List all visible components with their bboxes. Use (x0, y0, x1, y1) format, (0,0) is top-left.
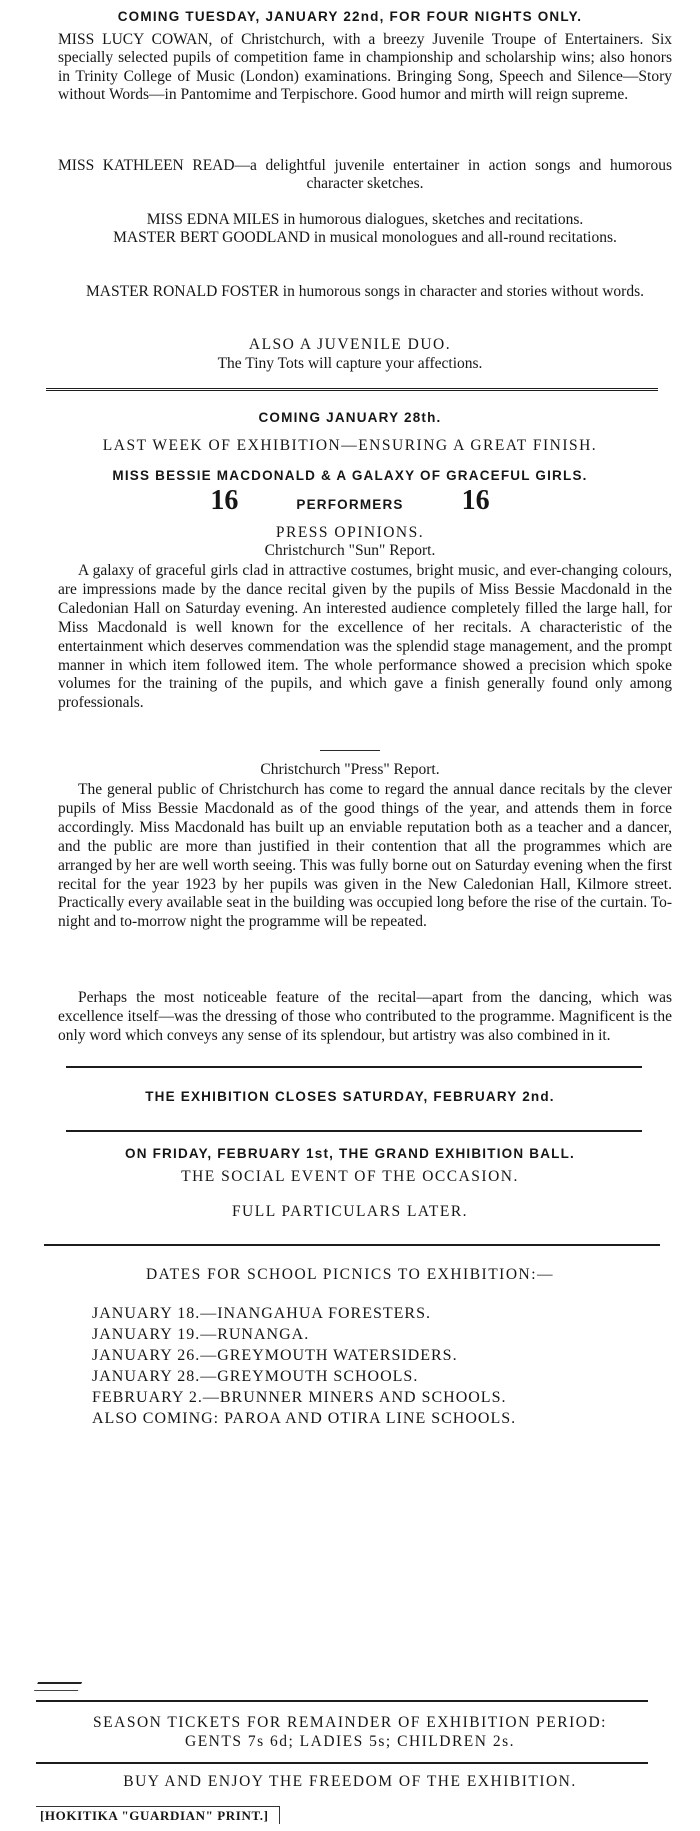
read-paragraph: MISS KATHLEEN READ—a delightful juvenile entertainer in action songs and humorous character sketches. (58, 157, 672, 193)
press-report-text-1: The general public of Christchurch has come to regard the annual dance recitals by the clever pupils of Miss Bessie Macdonald as of the good things of the year, and attends them in force accordingly. Miss Macdonald has built up an enviable reputation both as a teacher and a dancer, and the public are more than justified in their contention that all the programmes which are arranged by her are well worth seeing. This was fully borne out on Saturday evening when the first recital for the year 1923 by her pupils was given in the New Caledonian Hall, Kilmore street. Practically every available seat in the building was occupied long before the rise of the curtain. To-night and to-morrow night the programme will be repeated. (58, 781, 672, 931)
performers-row (0, 485, 700, 517)
divider (66, 1066, 642, 1068)
full-particulars-line: FULL PARTICULARS LATER. (231, 1203, 469, 1220)
miles-paragraph: MISS EDNA MILES in humorous dialogues, sketches and recitations. (146, 211, 584, 228)
season-tickets-heading: SEASON TICKETS FOR REMAINDER OF EXHIBITION PERIOD: (93, 1714, 607, 1731)
list-item: JANUARY 18.—INANGAHUA FORESTERS. (92, 1305, 431, 1322)
divider (36, 1762, 648, 1764)
ticket-prices: GENTS 7s 6d; LADIES 5s; CHILDREN 2s. (185, 1733, 515, 1750)
performers-label: PERFORMERS (296, 497, 404, 512)
list-item: JANUARY 28.—GREYMOUTH SCHOOLS. (92, 1368, 419, 1385)
picnics-heading: DATES FOR SCHOOL PICNICS TO EXHIBITION:— (145, 1266, 555, 1283)
picnic-dates-list (92, 1303, 672, 1429)
galaxy-heading: MISS BESSIE MACDONALD & A GALAXY OF GRACEFUL GIRLS. (112, 468, 588, 483)
list-item: FEBRUARY 2.—BRUNNER MINERS AND SCHOOLS. (92, 1389, 507, 1406)
foster-paragraph: MASTER RONALD FOSTER in humorous songs in character and stories without words. (86, 283, 644, 300)
press-opinions-title: PRESS OPINIONS. (275, 524, 425, 541)
goodland-paragraph: MASTER BERT GOODLAND in musical monologues and all-round recitations. (113, 229, 617, 246)
printer-mark (34, 1682, 82, 1691)
last-week-line: LAST WEEK OF EXHIBITION—ENSURING A GREAT FINISH. (102, 437, 598, 454)
list-item: JANUARY 19.—RUNANGA. (92, 1326, 310, 1343)
divider (36, 1700, 648, 1702)
coming-tuesday-heading: COMING TUESDAY, JANUARY 22nd, FOR FOUR NIGHTS ONLY. (117, 9, 583, 24)
short-divider (320, 750, 380, 751)
sun-report-heading: Christchurch "Sun" Report. (264, 542, 436, 559)
press-report-heading: Christchurch "Press" Report. (260, 761, 440, 778)
exhibition-closes-line: THE EXHIBITION CLOSES SATURDAY, FEBRUARY 2nd. (145, 1089, 555, 1104)
performers-count-left: 16 (210, 485, 239, 516)
coming-28th-heading: COMING JANUARY 28th. (258, 410, 442, 425)
divider (46, 388, 658, 394)
freedom-line: BUY AND ENJOY THE FREEDOM OF THE EXHIBITION. (123, 1773, 577, 1790)
ball-heading: ON FRIDAY, FEBRUARY 1st, THE GRAND EXHIBITION BALL. (125, 1146, 575, 1161)
list-item: JANUARY 26.—GREYMOUTH WATERSIDERS. (92, 1347, 458, 1364)
social-event-line: THE SOCIAL EVENT OF THE OCCASION. (181, 1168, 519, 1185)
sun-report-text: A galaxy of graceful girls clad in attractive costumes, bright music, and ever-changing colours, are impressions made by the dance recital given by the pupils of Miss Bessie Macdonald in the Caledonian Hall on Saturday evening. An interested audience completely filled the large hall, for Miss Macdonald is well known for the excellence of her recitals. A characteristic of the entertainment which deserves commendation was the splendid stage management, and the prompt manner in which item followed item. The whole performance showed a precision which spoke volumes for the training of the pupils, and which gave a finish generally found only among professionals. (58, 562, 672, 712)
cowan-paragraph: MISS LUCY COWAN, of Christchurch, with a breezy Juvenile Troupe of Entertainers. Six specially selected pupils of competition fame in championship and scholarship wins; also honors in Trinity College of Music (London) examinations. Bringing Song, Speech and Silence—Story without Words—in Pantomime and Terpischore. Good humor and mirth will reign supreme. (58, 31, 672, 104)
juvenile-duo-text: The Tiny Tots will capture your affections. (217, 355, 483, 372)
juvenile-duo-title: ALSO A JUVENILE DUO. (248, 336, 452, 353)
divider (66, 1130, 642, 1132)
printer-imprint: [HOKITIKA "GUARDIAN" PRINT.] (36, 1806, 280, 1824)
list-item: ALSO COMING: PAROA AND OTIRA LINE SCHOOLS. (92, 1410, 517, 1427)
press-report-text-2: Perhaps the most noticeable feature of the recital—apart from the dancing, which was excellence itself—was the dressing of those who contributed to the programme. Magnificent is the only word which conveys any sense of its splendour, but artistry was also combined in it. (58, 989, 672, 1044)
performers-count-right: 16 (461, 485, 490, 516)
divider (44, 1244, 660, 1246)
